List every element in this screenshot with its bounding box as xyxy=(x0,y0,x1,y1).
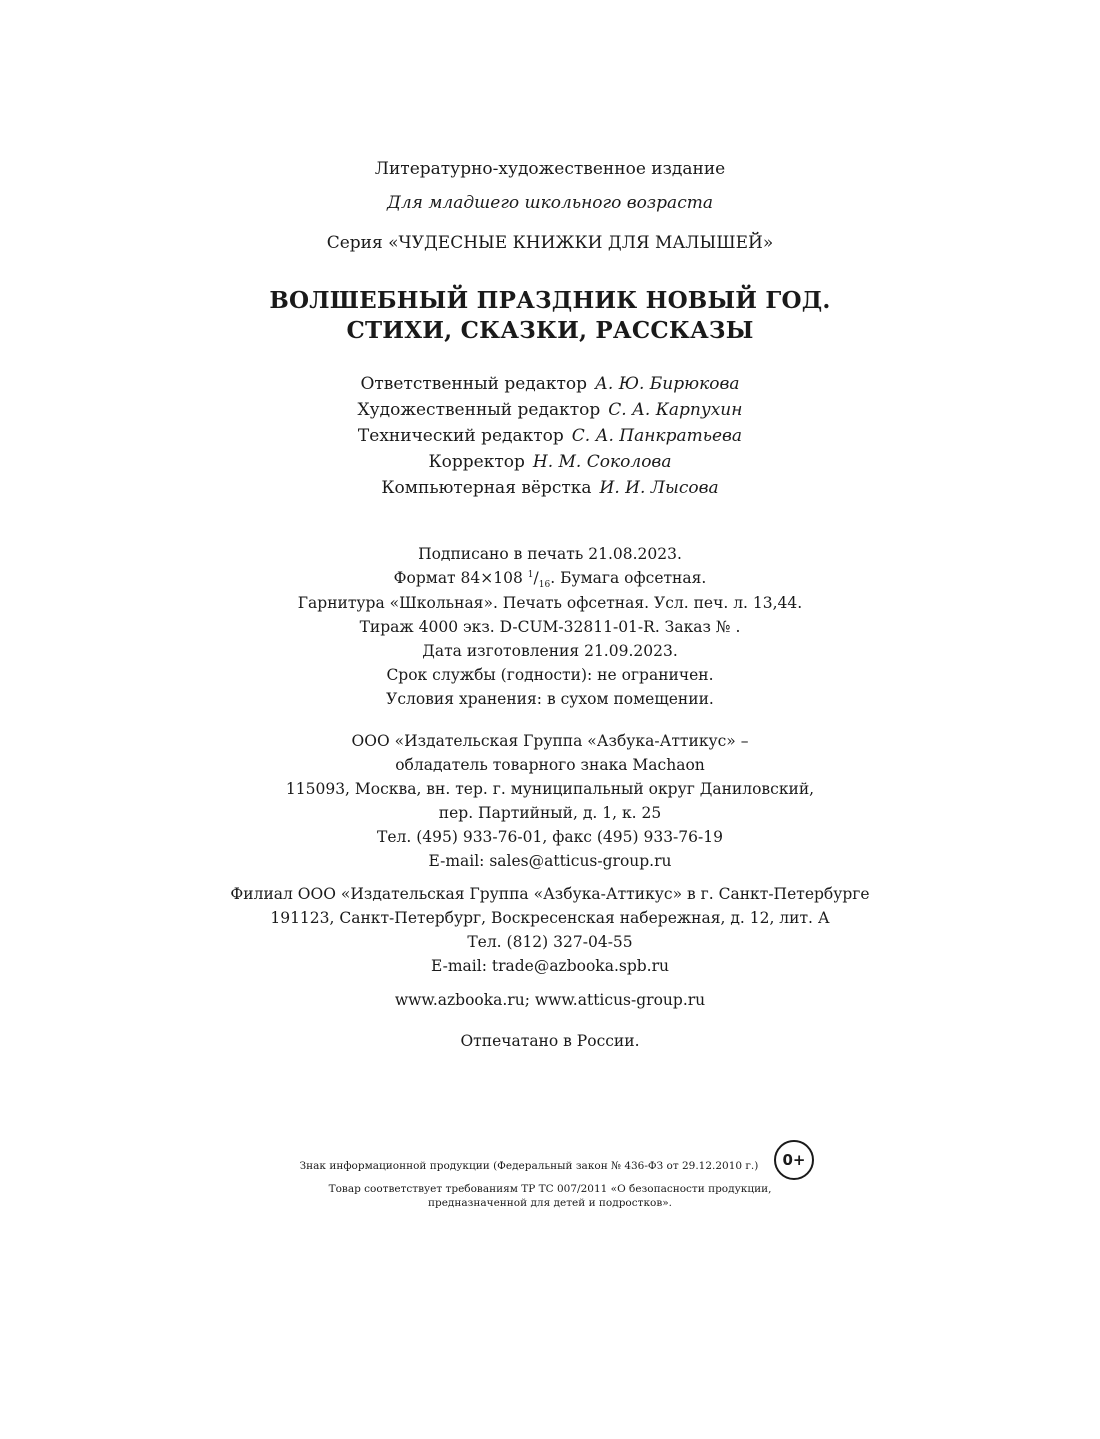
branch-email: E-mail: trade@azbooka.spb.ru xyxy=(431,957,669,975)
credit-row xyxy=(0,451,1100,473)
format-prefix: Формат 84×108 xyxy=(393,569,523,587)
credit-row xyxy=(0,373,1100,395)
websites: www.azbooka.ru; www.atticus-group.ru xyxy=(394,991,706,1009)
series-prefix: Серия xyxy=(326,233,383,253)
credit-row xyxy=(0,425,1100,447)
credit-name: Н. М. Соколова xyxy=(532,452,672,472)
credit-row xyxy=(0,399,1100,421)
credit-row xyxy=(0,477,1100,499)
credit-role: Художественный редактор xyxy=(357,400,601,420)
info-sign-notice: Знак информационной продукции (Федеральный закон № 436-ФЗ от 29.12.2010 г.) xyxy=(299,1160,759,1172)
credit-name: А. Ю. Бирюкова xyxy=(595,374,740,394)
credit-name: И. И. Лысова xyxy=(599,478,719,498)
credit-role: Ответственный редактор xyxy=(360,374,588,394)
series-name: «ЧУДЕСНЫЕ КНИЖКИ ДЛЯ МАЛЫШЕЙ» xyxy=(388,233,774,253)
credit-role: Компьютерная вёрстка xyxy=(381,478,592,498)
printed-in: Отпечатано в России. xyxy=(460,1032,640,1050)
publisher-trademark: обладатель товарного знака Machaon xyxy=(395,756,705,774)
signed-date: Подписано в печать 21.08.2023. xyxy=(418,545,682,563)
format-suffix: . Бумага офсетная. xyxy=(550,569,707,587)
age-rating-badge: 0+ xyxy=(774,1140,814,1180)
publisher-phone: Тел. (495) 933-76-01, факс (495) 933-76-19 xyxy=(377,828,723,846)
publisher-address-2: пер. Партийный, д. 1, к. 25 xyxy=(438,804,662,822)
book-title-line-1: ВОЛШЕБНЫЙ ПРАЗДНИК НОВЫЙ ГОД. xyxy=(269,287,831,314)
compliance-line-2: предназначенной для детей и подростков». xyxy=(428,1197,672,1209)
credit-name: С. А. Панкратьева xyxy=(571,426,743,446)
publisher-address-1: 115093, Москва, вн. тер. г. муниципальный округ Даниловский, xyxy=(285,780,815,798)
age-group: Для младшего школьного возраста xyxy=(387,193,713,213)
publisher-name: ООО «Издательская Группа «Азбука-Аттикус» – xyxy=(351,732,749,750)
compliance-line-1: Товар соответствует требованиям ТР ТС 007/2011 «О безопасности продукции, xyxy=(328,1183,772,1195)
format-numerator: 1 xyxy=(527,569,534,580)
branch-address: 191123, Санкт-Петербург, Воскресенская набережная, д. 12, лит. А xyxy=(270,909,830,927)
branch-phone: Тел. (812) 327-04-55 xyxy=(467,933,633,951)
series-line xyxy=(0,232,1100,254)
typeface-line: Гарнитура «Школьная». Печать офсетная. Усл. печ. л. 13,44. xyxy=(297,594,803,612)
credit-name: С. А. Карпухин xyxy=(608,400,743,420)
credit-role: Технический редактор xyxy=(357,426,564,446)
edition-type: Литературно-художественное издание xyxy=(374,159,726,179)
storage-conditions: Условия хранения: в сухом помещении. xyxy=(386,690,714,708)
branch-name: Филиал ООО «Издательская Группа «Азбука-Аттикус» в г. Санкт-Петербурге xyxy=(230,885,870,903)
format-denominator: 16 xyxy=(538,580,551,591)
print-run: Тираж 4000 экз. D-CUM-32811-01-R. Заказ № . xyxy=(359,618,741,636)
shelf-life: Срок службы (годности): не ограничен. xyxy=(386,666,714,684)
publisher-email: E-mail: sales@atticus-group.ru xyxy=(428,852,672,870)
manufacture-date: Дата изготовления 21.09.2023. xyxy=(422,642,678,660)
credit-role: Корректор xyxy=(428,452,525,472)
format-line: Формат 84×108 $^1/_{16}$. Бумага офсетная. xyxy=(393,569,707,591)
book-title-line-2: СТИХИ, СКАЗКИ, РАССКАЗЫ xyxy=(346,317,754,344)
